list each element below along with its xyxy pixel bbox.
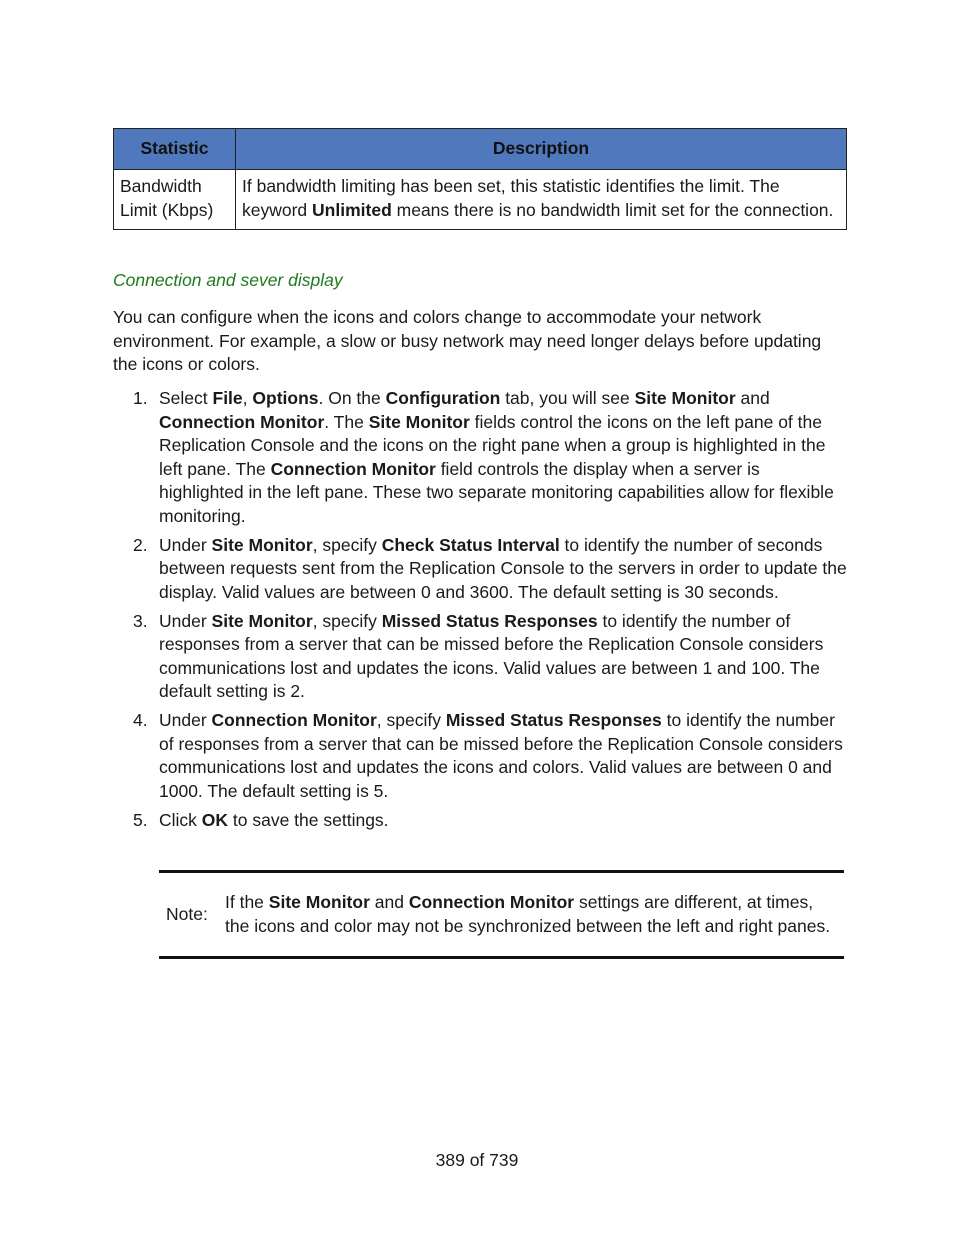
step-number: 5. (133, 809, 148, 830)
step-number: 2. (133, 534, 148, 555)
table-header-row (114, 129, 847, 170)
list-item (113, 387, 848, 528)
statistics-table (113, 128, 847, 230)
bold-term: Site Monitor (368, 411, 470, 432)
step-text: Click OK to save the settings. (159, 809, 389, 830)
bold-term: Site Monitor (211, 534, 313, 555)
statistic-cell: Bandwidth Limit (Kbps) (114, 170, 236, 230)
step-number: 4. (133, 710, 148, 730)
bold-term: Site Monitor (268, 892, 370, 912)
column-header-statistic: Statistic (114, 129, 236, 170)
bold-term: Unlimited (312, 199, 392, 220)
bold-term: Missed Status Responses (445, 710, 662, 730)
step-number: 1. (133, 388, 148, 408)
bold-term: Check Status Interval (381, 534, 560, 555)
bold-term: Options (252, 388, 319, 408)
column-header-description: Description (236, 129, 847, 170)
table-row (114, 170, 847, 230)
bold-term: Connection Monitor (159, 411, 325, 432)
page-number: 389 of 739 (435, 1150, 519, 1170)
description-cell: If bandwidth limiting has been set, this statistic identifies the limit. The keyword Unlimited means there is no bandwidth limit set for the connection. (236, 170, 847, 230)
steps-list (113, 387, 848, 838)
step-text: Under Site Monitor, specify Check Status Interval to identify the number of seconds between requests sent from the Replication Console to the servers in order to update the display. Valid values are between 0 and 3600. The default setting is 30 seconds. (159, 534, 847, 602)
bold-term: OK (201, 809, 229, 830)
step-number: 3. (133, 610, 148, 631)
list-item (113, 809, 848, 833)
bold-term: Site Monitor (211, 610, 313, 631)
bold-term: Missed Status Responses (381, 610, 598, 631)
bold-term: Connection Monitor (408, 892, 575, 912)
bold-term: Connection Monitor (270, 458, 436, 479)
intro-paragraph: You can configure when the icons and colors change to accommodate your network environment. For example, a slow or busy network may need longer delays before updating the icons or colors. (113, 307, 822, 374)
note-box (159, 870, 844, 959)
bold-term: Site Monitor (634, 388, 736, 408)
step-text: Under Site Monitor, specify Missed Status Responses to identify the number of responses from a server that can be missed before the Replication Console considers communications lost and updates the icons. Valid values are between 1 and 100. The default setting is 2. (159, 610, 824, 701)
bold-term: Connection Monitor (211, 710, 377, 730)
list-item (113, 534, 848, 605)
step-text: Under Connection Monitor, specify Missed Status Responses to identify the number of responses from a server that can be missed before the Replication Console considers communications lost and updates the icons and colors. Valid values are between 0 and 1000. The default setting is 5. (159, 710, 843, 801)
bold-term: File (212, 388, 243, 408)
note-label: Note: (166, 903, 208, 924)
note-text: If the Site Monitor and Connection Monitor settings are different, at times, the icons and color may not be synchronized between the left and right panes. (225, 892, 831, 936)
list-item (113, 610, 848, 704)
list-item (113, 709, 848, 803)
bold-term: Configuration (385, 388, 501, 408)
step-text: Select File, Options. On the Configuration tab, you will see Site Monitor and Connection Monitor. The Site Monitor fields control the icons on the left pane of the Replication Console and the icons on the right pane when a group is highlighted in the left pane. The Connection Monitor field controls the display when a server is highlighted in the left pane. These two separate monitoring capabilities allow for flexible monitoring. (159, 388, 834, 526)
section-heading: Connection and sever display (113, 270, 343, 290)
